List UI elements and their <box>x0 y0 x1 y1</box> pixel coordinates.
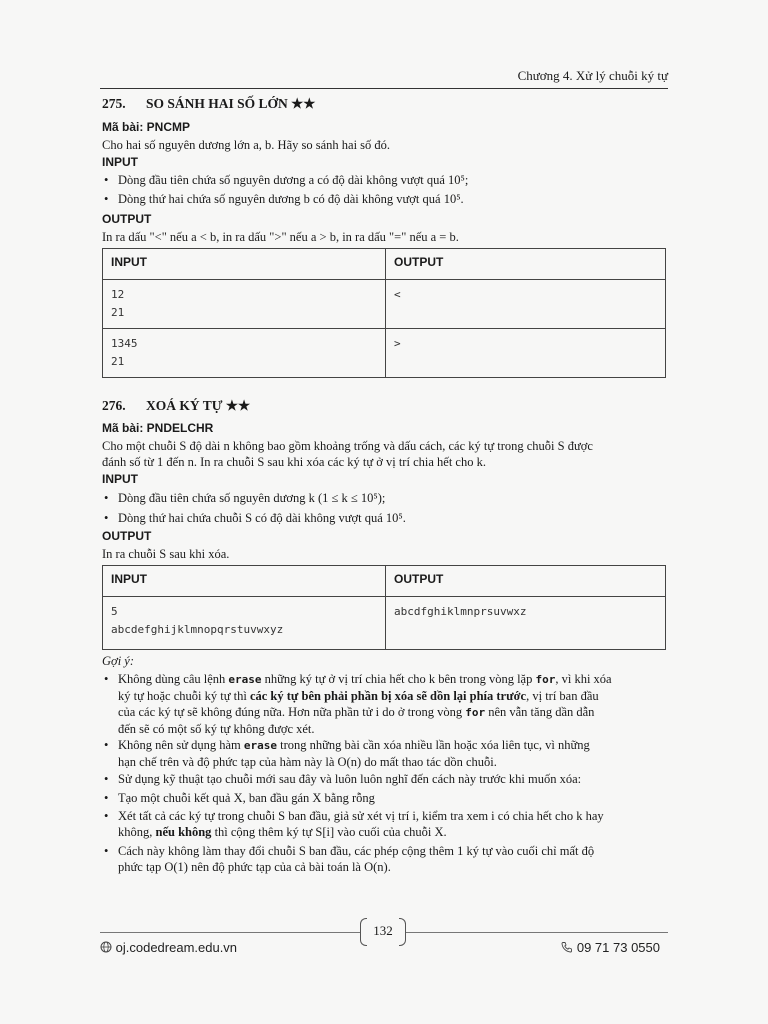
emphasis-text: các ký tự bên phải phần bị xóa sẽ dồn lại phía trước <box>249 689 527 703</box>
input-line: 21 <box>111 355 125 368</box>
example-table-276 <box>102 565 666 650</box>
problem-number: 276. <box>102 398 126 413</box>
footer-phone <box>561 940 660 955</box>
hint-item: • Tạo một chuỗi kết quả X, ban đầu gán X bằng rỗng <box>104 790 668 806</box>
hint-item: • Sử dụng kỹ thuật tạo chuỗi mới sau đây và luôn luôn nghĩ đến cách này trước khi muốn xóa: <box>104 771 668 787</box>
problem-description: Cho hai số nguyên dương lớn a, b. Hãy so sánh hai số đó. <box>102 138 391 152</box>
phone-icon <box>561 940 577 955</box>
problem-275-heading <box>102 96 315 112</box>
emphasis-text: nếu không <box>155 825 212 839</box>
hint-item: • Không dùng câu lệnh erase những ký tự ở vị trí chia hết cho k bên trong vòng lặp for, vì khi xóa ký tự hoặc chuỗi ký tự thì các ký tự bên phải phần bị xóa sẽ dồn lại phía trước, vị trí ban đầu của các ký tự sẽ không đúng nữa. Hơn nữa phần tử i do ở trong vòng for nên vẫn tăng dần dẫn đến sẽ có một số ký tự không được xét. <box>104 671 668 737</box>
input-cell <box>103 597 386 650</box>
input-cell <box>103 280 386 329</box>
problem-description: đánh số từ 1 đến n. In ra chuỗi S sau khi xóa các ký tự ở vị trí chia hết cho k. <box>102 455 486 469</box>
problem-276-heading <box>102 398 250 414</box>
page-number: 132 <box>360 918 406 946</box>
input-line: 5 <box>111 605 118 618</box>
problem-number: 275. <box>102 96 126 111</box>
output-cell: abcdfghiklmnprsuvwxz <box>386 597 666 650</box>
code-erase: erase <box>228 673 262 686</box>
input-label: INPUT <box>102 472 138 486</box>
chapter-header: Chương 4. Xử lý chuỗi ký tự <box>517 68 668 83</box>
table-header-input: INPUT <box>103 249 386 280</box>
problem-title: SO SÁNH HAI SỐ LỚN ★★ <box>146 96 316 111</box>
output-description: In ra chuỗi S sau khi xóa. <box>102 547 230 561</box>
table-row <box>103 280 666 329</box>
hint-item: • Không nên sử dụng hàm erase trong những bài cần xóa nhiều lần hoặc xóa liên tục, vì những hạn chế trên và độ phức tạp của hàm này là O(n) do mất thao tác dồn chuỗi. <box>104 737 668 770</box>
problem-description: Cho một chuỗi S độ dài n không bao gồm khoảng trống và dấu cách, các ký tự trong chuỗi S được <box>102 439 593 453</box>
input-item: • Dòng đầu tiên chứa số nguyên dương k (1 ≤ k ≤ 10⁵); <box>104 490 668 506</box>
input-line: abcdefghijklmnopqrstuvwxyz <box>111 623 284 636</box>
globe-icon <box>100 940 116 955</box>
output-description: In ra dấu "<" nếu a < b, in ra dấu ">" nếu a > b, in ra dấu "=" nếu a = b. <box>102 230 459 244</box>
table-header-output: OUTPUT <box>386 249 666 280</box>
input-item: • Dòng thứ hai chứa số nguyên dương b có độ dài không vượt quá 10⁵. <box>104 191 668 207</box>
input-line: 12 <box>111 288 125 301</box>
problem-title: XOÁ KÝ TỰ ★★ <box>146 398 251 413</box>
hint-item: • Xét tất cả các ký tự trong chuỗi S ban đầu, giả sử xét vị trí i, kiểm tra xem i có chia hết cho k hay không, nếu không thì cộng thêm ký tự S[i] vào cuối của chuỗi X. <box>104 808 668 840</box>
input-label: INPUT <box>102 155 138 169</box>
input-item: • Dòng đầu tiên chứa số nguyên dương a có độ dài không vượt quá 10⁵; <box>104 172 668 188</box>
table-row <box>103 597 666 650</box>
code-for: for <box>535 673 556 686</box>
footer-site <box>100 940 237 955</box>
output-label: OUTPUT <box>102 212 152 226</box>
problem-code: Mã bài: PNCMP <box>102 120 191 134</box>
code-for: for <box>465 706 486 719</box>
table-header-input: INPUT <box>103 566 386 597</box>
phone-number[interactable]: 09 71 73 0550 <box>576 940 660 955</box>
code-erase: erase <box>243 739 277 752</box>
hint-label: Gợi ý: <box>102 654 135 668</box>
table-header-output: OUTPUT <box>386 566 666 597</box>
output-label: OUTPUT <box>102 529 152 543</box>
input-cell <box>103 329 386 378</box>
output-cell: > <box>386 329 666 378</box>
input-line: 21 <box>111 306 125 319</box>
problem-code: Mã bài: PNDELCHR <box>102 421 214 435</box>
example-table-275 <box>102 248 666 378</box>
header-rule <box>100 88 668 89</box>
hint-item: • Cách này không làm thay đổi chuỗi S ban đầu, các phép cộng thêm 1 ký tự vào cuối chỉ mất độ phức tạp O(1) nên độ phức tạp của cả bài toán là O(n). <box>104 843 668 875</box>
input-line: 1345 <box>111 337 138 350</box>
table-row <box>103 329 666 378</box>
input-item: • Dòng thứ hai chứa chuỗi S có độ dài không vượt quá 10⁵. <box>104 510 668 526</box>
output-cell: < <box>386 280 666 329</box>
site-url[interactable]: oj.codedream.edu.vn <box>115 940 238 955</box>
